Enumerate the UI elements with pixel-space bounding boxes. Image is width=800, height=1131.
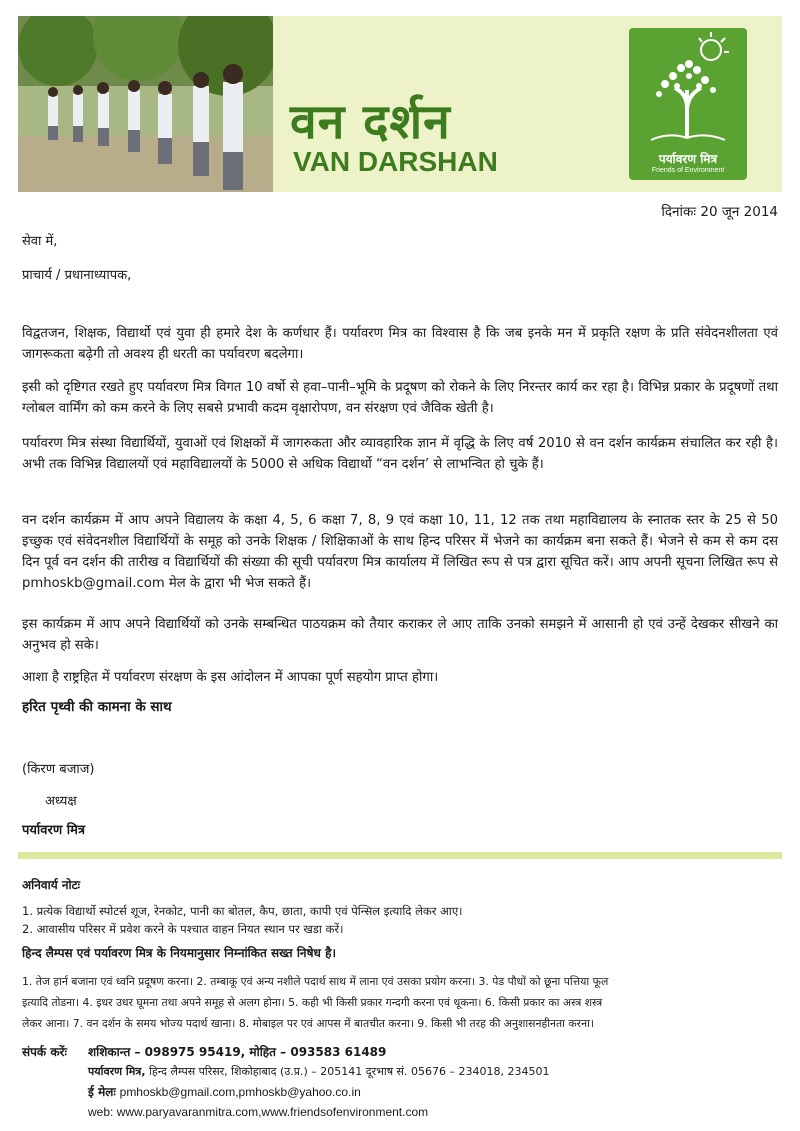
note-item-2: 2. आवासीय परिसर में प्रवेश करने के पश्चात वाहन नियत स्थान पर खडा करें। [22,922,344,936]
email-label: ई मेलः [88,1085,116,1099]
letterhead [18,16,782,192]
prohibitions-heading: हिन्द लैम्पस एवं पर्यावरण मित्र के नियमानुसार निम्नांकित सख्त निषेध है। [22,946,337,960]
address-organization: पर्यावरण मित्र, [88,1065,146,1078]
logo-text-english: Friends of Environment [651,167,725,174]
email-link[interactable]: pmhoskb@gmail.com,pmhoskb@yahoo.co.in [119,1085,361,1099]
note-item-1: 1. प्रत्येक विद्यार्थो स्पोटर्स शूज, रेनकोट, पानी का बोतल, कैप, छाता, कापी एवं पेन्सिल इत्यादि लेकर आए। [22,904,463,918]
prohibitions-line-1: 1. तेज हार्न बजाना एवं ध्वनि प्रदूषण करना। 2. तम्बाकू एवं अन्य नशीले पदार्थ साथ में लाना एवं उसका प्रयोग करना। 3. पेड पौधों को छूना पत्तिया फूल [22,975,609,988]
paragraph-6: आशा है राष्ट्रहित में पर्यावरण संरक्षण के इस आंदोलन में आपका पूर्ण सहयोग प्राप्त होगा। [22,670,439,685]
paragraph-4: वन दर्शन कार्यक्रम में आप अपने विद्यालय के कक्षा 4, 5, 6 कक्षा 7, 8, 9 एवं कक्षा 10, 11, 12 तक तथा महाविद्यालय के स्नातक स्तर के 25 से 50 इच्छुक एवं संवेदनशील विद्यार्थियों के समूह को उनके शिक्षक / शिक्षिकाओं के साथ हिन्द परिसर में भेजने का कार्यक्रम बना सकते हैं। भेजने से कम से कम दस दिन पूर्व वन दर्शन की तारीख व विद्यार्थियों की संख्या की सूची पर्यावरण मित्र कार्यालय में लिखित रूप से पत्र द्वारा सूचित करें। आप अपनी सूचना लिखित रूप से pmhoskb@gmail.com मेल के द्वारा भी भेज सकते हैं। [22,513,778,591]
logo [629,28,747,180]
title-english: VAN DARSHAN [293,146,498,177]
closing-line: हरित पृथ्वी की कामना के साथ [22,699,172,715]
section-divider [18,852,782,859]
logo-text-hindi: पर्यावरण मित्र [658,152,718,166]
students-photo [18,16,273,192]
prohibitions-line-3: लेकर आना। 7. वन दर्शन के समय भोज्य पदार्थ खाना। 8. मोबाइल पर एवं आपस में बातचीत करना। 9. किसी भी तरह की अनुशासनहीनता करना। [22,1017,594,1030]
contact-label: संपर्क करेंः [22,1045,67,1059]
signature-name: (किरण बजाज) [22,762,95,777]
paragraph-5: इस कार्यक्रम में आप अपने विद्यार्थियों को उनके सम्बन्धित पाठयक्रम को तैयार कराकर ले आए ताकि उनको समझने में आसानी हो एवं उन्हें देखकर सीखने का अनुभव हो सके। [22,617,778,653]
signature-organization: पर्यावरण मित्र [22,823,86,838]
web-label: web: [88,1105,114,1119]
contact-email-row [88,1083,361,1101]
title-hindi: वन दर्शन [290,94,451,150]
address-details: हिन्द लैम्पस परिसर, शिकोहाबाद (उ.प्र.) – 205141 दूरभाष सं. 05676 – 234018, 234501 [145,1065,550,1078]
paragraph-1: विद्वतजन, शिक्षक, विद्यार्थो एवं युवा ही हमारे देश के कर्णधार हैं। पर्यावरण मित्र का विश्वास है कि जब इनके मन में प्रकृति रक्षण के प्रति संवेदनशीलता एवं जागरूकता बढ़ेगी तो अवश्य ही धरती का पर्यावरण बदलेगा। [22,326,778,362]
notes-heading: अनिवार्य नोटः [22,878,81,892]
letter-date: दिनांकः 20 जून 2014 [661,204,778,220]
salutation-line-1: सेवा में, [22,234,58,249]
signature-designation: अध्यक्ष [45,794,77,809]
prohibitions-line-2: इत्यादि तोडना। 4. इधर उधर घूमना तथा अपने समूह से अलग होना। 5. कही भी किसी प्रकार गन्दगी करना एवं थूकना। 6. किसी प्रकार का अस्त्र शस्त्र [22,996,603,1009]
paragraph-2: इसी को दृष्टिगत रखते हुए पर्यावरण मित्र विगत 10 वर्षो से हवा–पानी–भूमि के प्रदूषण को रोकने के लिए निरन्तर कार्य कर रहा है। विभिन्न प्रकार के प्रदूषणों तथा ग्लोबल वार्मिंग को कम करने के लिए सबसे प्रभावी कदम वृक्षारोपण, वन संरक्षण एवं जैविक खेती है। [22,380,778,416]
paragraph-3: पर्यावरण मित्र संस्था विद्यार्थियों, युवाओं एवं शिक्षकों में जागरुकता और व्यावहारिक ज्ञान में वृद्धि के लिए वर्ष 2010 से वन दर्शन कार्यक्रम संचालित कर रही है। अभी तक विभिन्न विद्यालयों एवं महाविद्यालयों के 5000 से अधिक विद्यार्थो “वन दर्शन’ से लाभन्वित हो चुके हैं। [22,436,778,472]
contact-address [88,1063,549,1081]
contact-web-row [88,1103,428,1121]
tree-icon [629,28,747,148]
contact-persons: शशिकान्त – 098975 95419, मोहित – 093583 61489 [88,1045,387,1059]
web-link[interactable]: www.paryavaranmitra.com,www.friendsofenvironment.com [116,1105,429,1119]
salutation-line-2: प्राचार्य / प्रधानाध्यापक, [22,268,132,283]
